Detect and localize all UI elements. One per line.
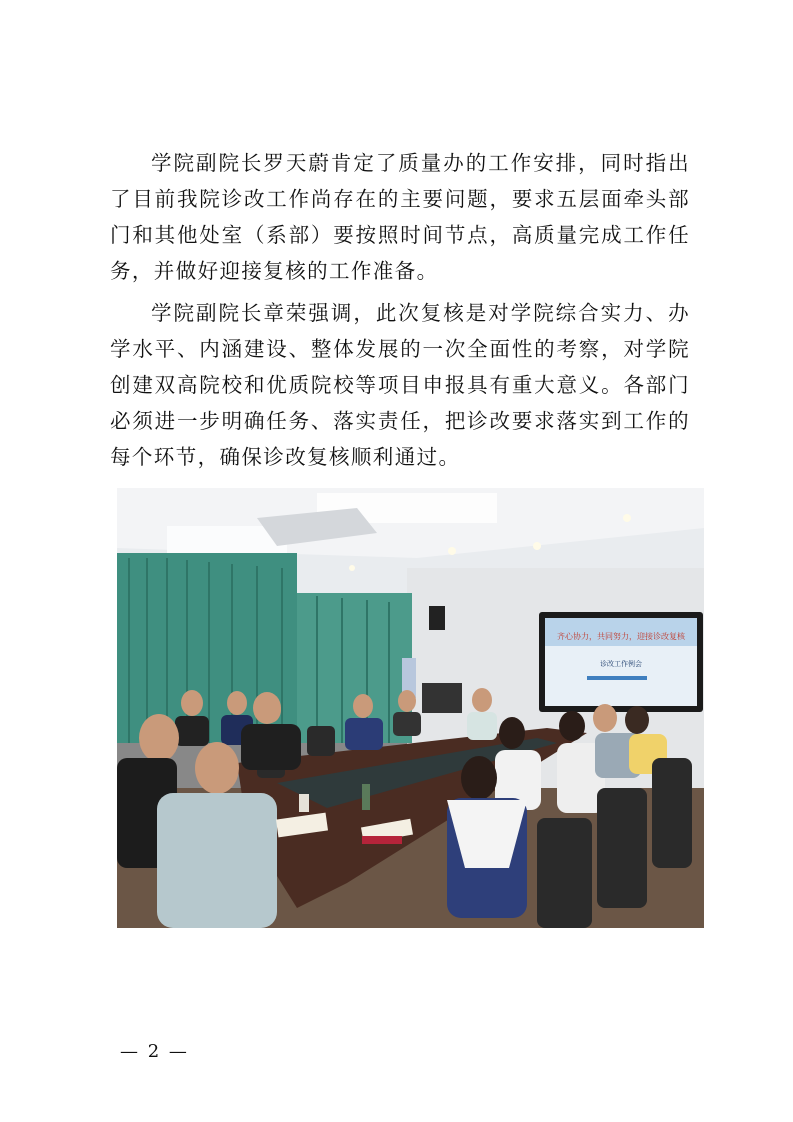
page-number: — 2 — bbox=[120, 1041, 189, 1062]
screen-title: 诊改工作例会 bbox=[600, 660, 642, 668]
meeting-photo bbox=[117, 488, 704, 928]
paragraph-1: 学院副院长罗天蔚肯定了质量办的工作安排，同时指出了目前我院诊改工作尚存在的主要问题，要求五层面牵头部门和其他处室（系部）要按照时间节点，高质量完成工作任务，并做好迎接复核的工作准备。 bbox=[110, 151, 690, 283]
screen-slogan: 齐心协力，共同努力，迎接诊改复核 bbox=[557, 632, 685, 641]
paragraph-2: 学院副院长章荣强调，此次复核是对学院综合实力、办学水平、内涵建设、整体发展的一次全面性的考察，对学院创建双高院校和优质院校等项目申报具有重大意义。各部门必须进一步明确任务、落实责任，把诊改要求落实到工作的每个环节，确保诊改复核顺利通过。 bbox=[110, 301, 690, 469]
